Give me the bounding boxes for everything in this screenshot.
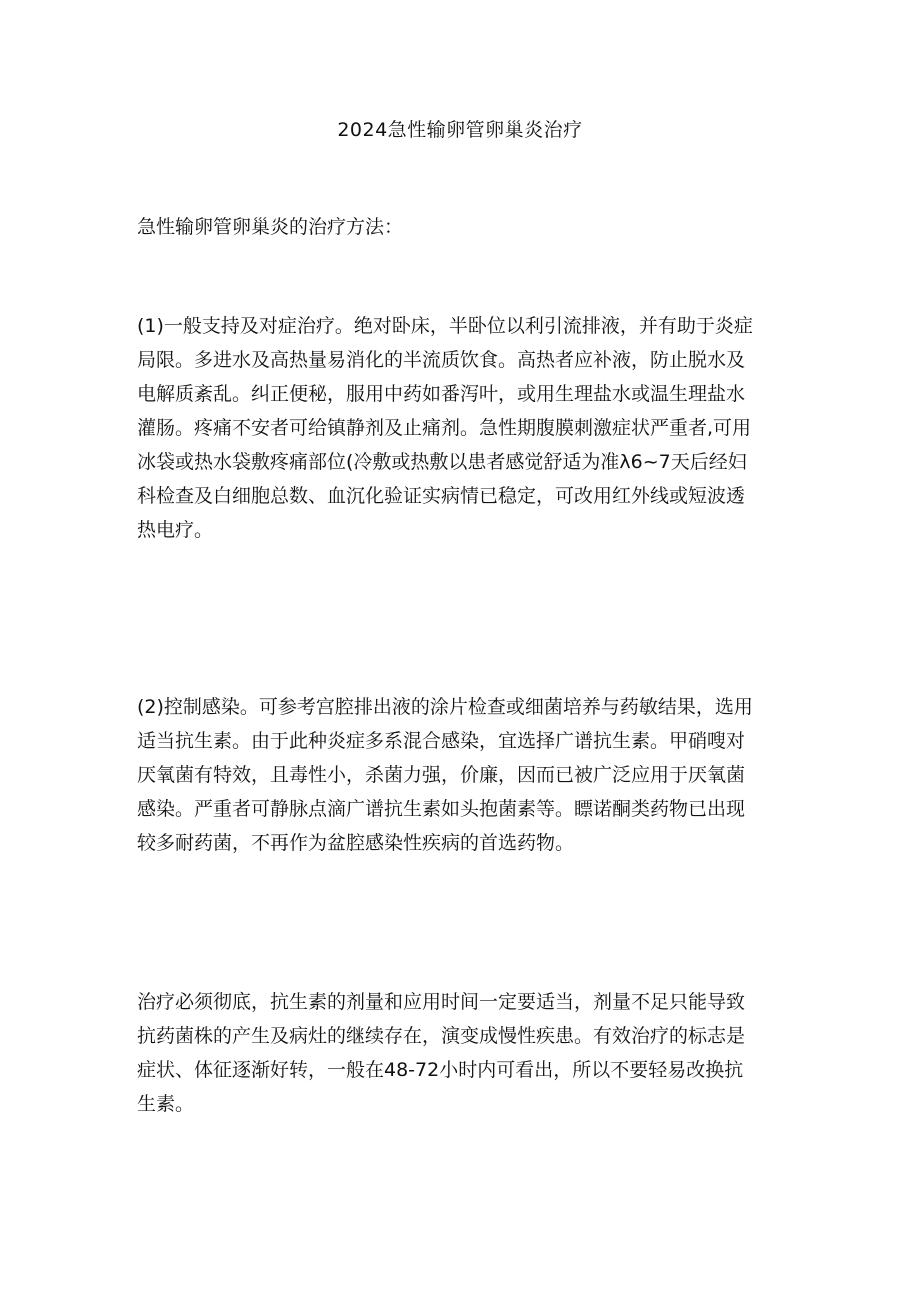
paragraph-line: 抗药菌株的产生及病灶的继续存在，演变成慢性疾患。有效治疗的标志是 (137, 1025, 746, 1047)
paragraph-supportive-care (137, 309, 787, 547)
paragraph-line: 治疗必须彻底，抗生素的剂量和应用时间一定要适当，剂量不足只能导致 (137, 991, 746, 1013)
paragraph-line: (1)一般支持及对症治疗。绝对卧床，半卧位以利引流排液，并有助于炎症 (137, 315, 753, 337)
paragraph-line: 局限。多进水及高热量易消化的半流质饮食。高热者应补液，防止脱水及 (137, 349, 746, 371)
paragraph-line: 热电疗。 (137, 519, 214, 541)
paragraph-infection-control (137, 690, 787, 860)
intro-line: 急性输卵管卵巢炎的治疗方法： (137, 216, 404, 238)
paragraph-line: 厌氧菌有特效，且毒性小，杀菌力强，价廉，因而已被广泛应用于厌氧菌 (137, 764, 746, 786)
paragraph-line: 冰袋或热水袋敷疼痛部位(冷敷或热敷以患者感觉舒适为准λ6~7天后经妇 (137, 451, 747, 473)
paragraph-line: 生素。 (137, 1093, 195, 1115)
paragraph-line: 适当抗生素。由于此种炎症多系混合感染，宜选择广谱抗生素。甲硝嗖对 (137, 730, 746, 752)
paragraph-line: 较多耐药菌，不再作为盆腔感染性疾病的首选药物。 (137, 832, 575, 854)
document-title: 2024急性输卵管卵巢炎治疗 (337, 119, 583, 141)
paragraph-line: 科检查及白细胞总数、血沉化验证实病情已稳定，可改用红外线或短波透 (137, 485, 746, 507)
paragraph-line: 电解质紊乱。纠正便秘，服用中药如番泻叶，或用生理盐水或温生理盐水 (137, 383, 746, 405)
paragraph-line: 感染。严重者可静脉点滴广谱抗生素如头抱菌素等。瞟诺酮类药物已出现 (137, 798, 746, 820)
paragraph-thorough-treatment (137, 985, 787, 1121)
paragraph-line: 灌肠。疼痛不安者可给镇静剂及止痛剂。急性期腹膜刺激症状严重者,可用 (137, 417, 752, 439)
paragraph-line: 症状、体征逐渐好转，一般在48-72小时内可看出，所以不要轻易改换抗 (137, 1059, 744, 1081)
paragraph-line: (2)控制感染。可参考宫腔排出液的涂片检查或细菌培养与药敏结果，选用 (137, 696, 753, 718)
